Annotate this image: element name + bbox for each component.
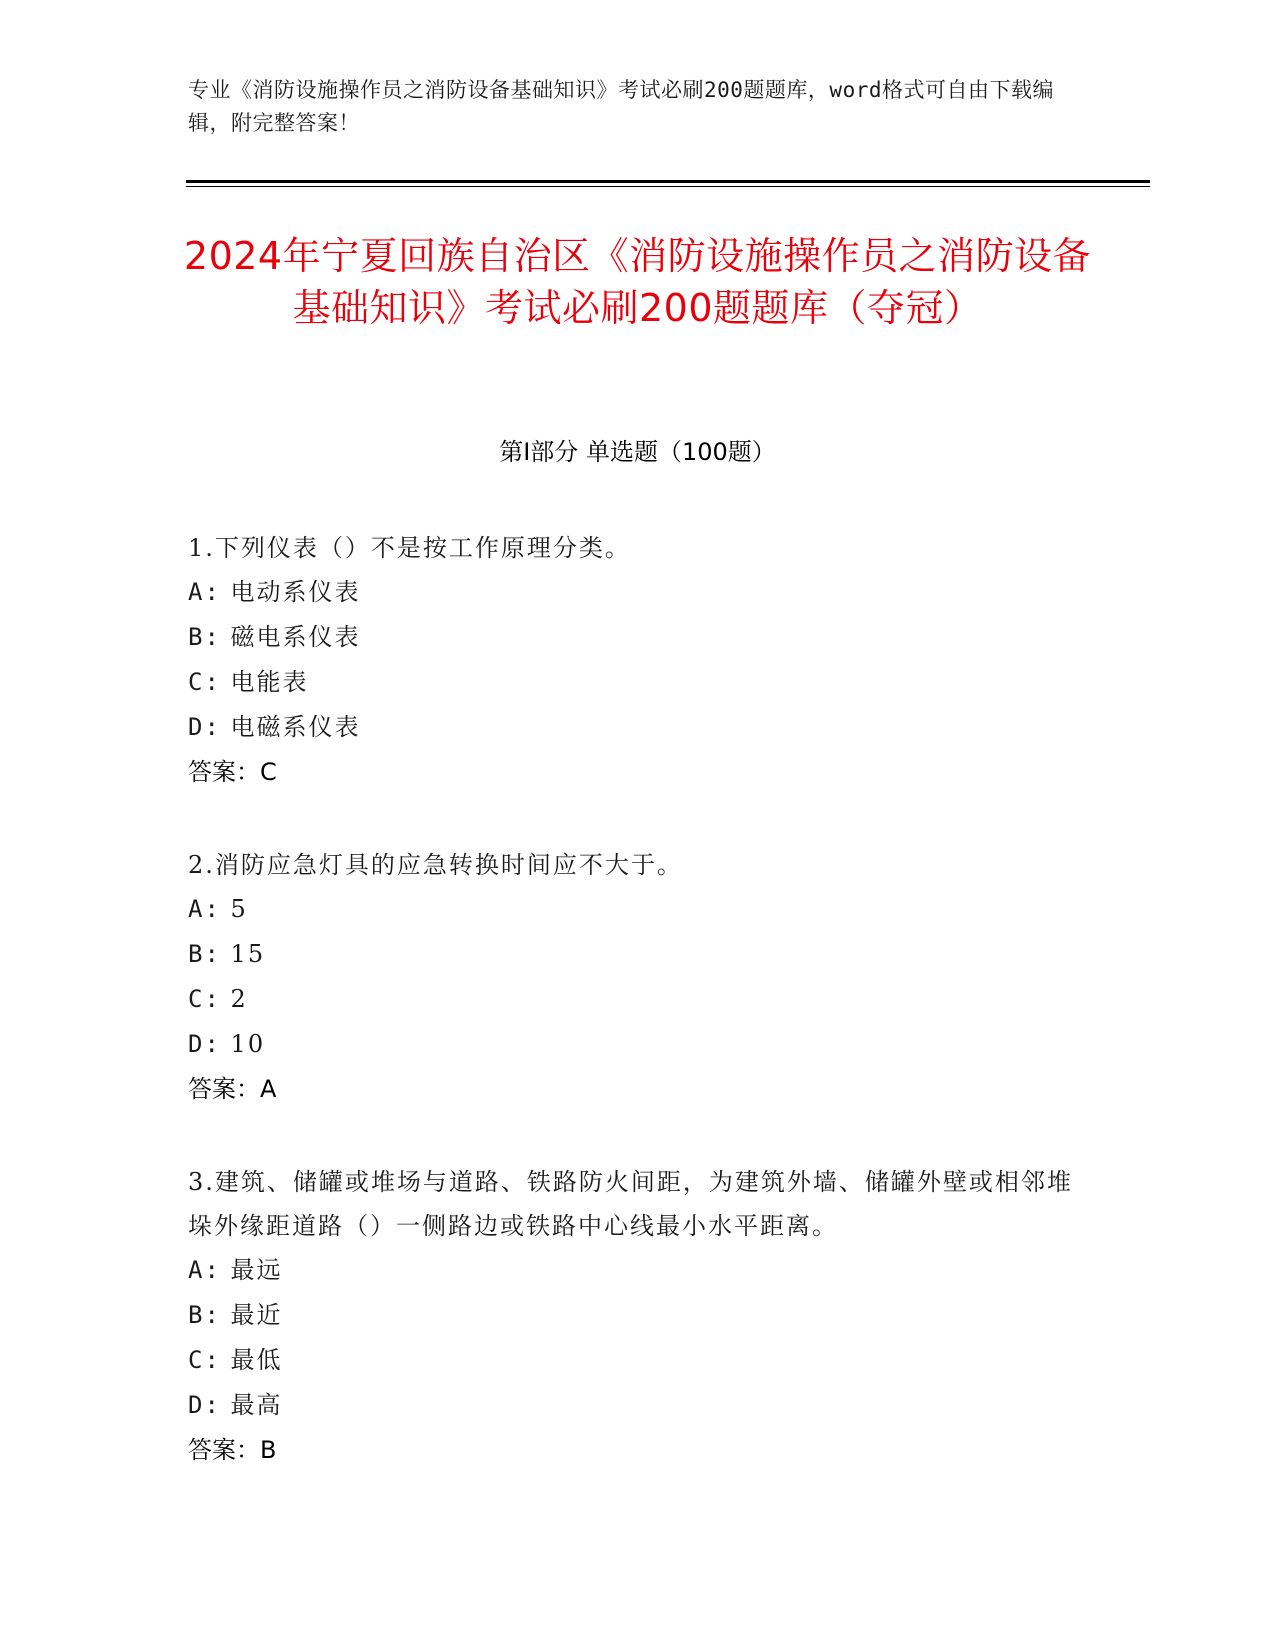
option-text: 5 (230, 895, 248, 923)
question-answer: 答案：A (188, 1075, 277, 1103)
question-list (188, 526, 1078, 1521)
option-text: 磁电系仪表 (230, 623, 361, 651)
option-text: 最低 (230, 1346, 283, 1374)
question-option (188, 977, 1078, 1022)
option-text: 电能表 (230, 668, 309, 696)
option-letter: C: (188, 1346, 221, 1374)
question-option (188, 1338, 1078, 1383)
question-option (188, 660, 1078, 705)
option-text: 电动系仪表 (230, 578, 361, 606)
header-divider-thick (186, 180, 1150, 183)
option-text: 最高 (230, 1391, 283, 1419)
document-title: 2024年宁夏回族自治区《消防设施操作员之消防设备基础知识》考试必刷200题题库（夺冠） (183, 234, 1092, 330)
question-option (188, 1293, 1078, 1338)
section-title: 第I部分 单选题（100题） (499, 438, 776, 466)
option-text: 15 (230, 940, 266, 968)
option-letter: A: (188, 578, 221, 606)
option-letter: B: (188, 1301, 221, 1329)
option-text: 10 (230, 1030, 266, 1058)
option-letter: B: (188, 623, 221, 651)
question-option (188, 932, 1078, 977)
option-letter: D: (188, 1391, 221, 1419)
option-text: 最近 (230, 1301, 283, 1329)
question-stem: 2.消防应急灯具的应急转换时间应不大于。 (188, 851, 683, 879)
question-option (188, 1383, 1078, 1428)
option-letter: D: (188, 1030, 221, 1058)
header-divider-thin (186, 186, 1150, 187)
question-option (188, 570, 1078, 615)
option-letter: C: (188, 985, 221, 1013)
question-option (188, 615, 1078, 660)
option-text: 电磁系仪表 (230, 713, 361, 741)
question-answer: 答案：B (188, 1436, 277, 1464)
option-letter: B: (188, 940, 221, 968)
question-option (188, 1022, 1078, 1067)
question-stem: 3.建筑、储罐或堆场与道路、铁路防火间距，为建筑外墙、储罐外壁或相邻堆垛外缘距道路（）一侧路边或铁路中心线最小水平距离。 (188, 1168, 1073, 1240)
option-letter: A: (188, 1256, 221, 1284)
option-letter: C: (188, 668, 221, 696)
question-answer: 答案：C (188, 758, 277, 786)
option-letter: A: (188, 895, 221, 923)
question-option (188, 705, 1078, 750)
header-note: 专业《消防设施操作员之消防设备基础知识》考试必刷200题题库，word格式可自由下载编辑，附完整答案！ (188, 78, 1054, 135)
question-item (188, 526, 1078, 795)
question-item (188, 843, 1078, 1112)
option-text: 最远 (230, 1256, 283, 1284)
question-item (188, 1160, 1078, 1473)
option-letter: D: (188, 713, 221, 741)
question-stem: 1.下列仪表（）不是按工作原理分类。 (188, 534, 631, 562)
question-option (188, 887, 1078, 932)
question-option (188, 1248, 1078, 1293)
option-text: 2 (230, 985, 248, 1013)
